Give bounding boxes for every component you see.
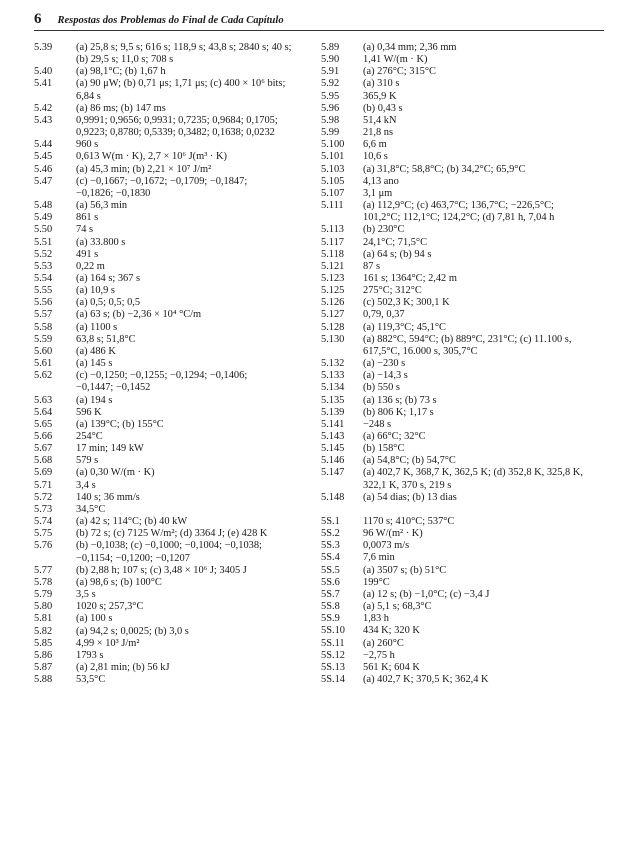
answer-entry [34,322,317,334]
problem-answer: 21,8 ns [363,127,394,139]
problem-answer: (a) 136 s; (b) 73 s [363,394,437,406]
problem-answer: 17 min; 149 kW [76,443,144,455]
problem-number: 5.86 [34,649,53,661]
page-title: Respostas dos Problemas do Final de Cada Capítulo [57,15,284,26]
problem-number: 5.43 [34,114,53,126]
problem-number: 5.74 [34,516,53,528]
problem-number: 5.135 [321,394,345,406]
problem-answer: 140 s; 36 mm/s [76,491,140,503]
problem-number: 5.126 [321,297,345,309]
answer-entry [34,407,317,419]
answer-entry [34,237,317,249]
problem-answer: (a) 0,5; 0,5; 0,5 [76,297,141,309]
problem-answer: 10,6 s [363,151,388,163]
problem-number: 5S.2 [321,528,340,540]
problem-answer: (b) 158°C [363,443,405,455]
answer-entry [321,650,604,662]
answer-entry [34,528,317,540]
answer-entry [34,589,317,601]
answer-entry [321,285,604,297]
problem-number: 5.65 [34,418,53,430]
problem-number: 5.48 [34,200,53,212]
problem-answer: (a) 112,9°C; (c) 463,7°C; 136,7°C; −226,5°C; 101,2°C; 112,1°C; 124,2°C; (d) 7,81 h, 7,04 h [363,200,555,224]
problem-answer: 0,0073 m/s [363,540,410,552]
problem-answer: (a) 98,6 s; (b) 100°C [76,576,162,588]
problem-number: 5.82 [34,625,53,637]
answer-entry [321,103,604,115]
problem-number: 5.52 [34,248,53,260]
problem-answer: (a) 10,9 s [76,285,115,297]
answer-entry [321,188,604,200]
problem-answer: (a) 276°C; 315°C [363,66,436,78]
problem-number: 5.78 [34,576,53,588]
problem-answer: (b) 550 s [363,382,400,394]
problem-answer: 861 s [76,212,99,224]
answer-entry [34,78,317,102]
answer-entry [321,528,604,540]
problem-number: 5.50 [34,224,53,236]
problem-number: 5.99 [321,127,340,139]
answer-entry [34,650,317,662]
problem-number: 5.73 [34,503,53,515]
problem-number: 5S.5 [321,564,340,576]
problem-answer: (a) 145 s [76,358,113,370]
problem-number: 5.141 [321,418,345,430]
problem-number: 5.90 [321,54,340,66]
problem-answer: 1020 s; 257,3°C [76,601,144,613]
problem-answer: (a) 164 s; 367 s [76,272,141,284]
answer-entry [34,370,317,394]
problem-number: 5.55 [34,285,53,297]
problem-number: 5.96 [321,102,340,114]
problem-answer: (a) 45,3 min; (b) 2,21 × 10⁷ J/m² [76,163,212,175]
problem-number: 5S.14 [321,673,345,685]
problem-answer: 51,4 kN [363,114,397,126]
problem-answer: −2,75 h [363,649,395,661]
problem-number: 5.81 [34,613,53,625]
problem-answer: (b) 72 s; (c) 7125 W/m²; (d) 3364 J; (e) 428 K [76,528,268,540]
problem-number: 5.58 [34,321,53,333]
answer-entry [34,431,317,443]
problem-number: 5.45 [34,151,53,163]
answer-entry [321,309,604,321]
answers-column-right [321,42,604,686]
answer-entry [34,638,317,650]
problem-number: 5.44 [34,139,53,151]
answer-entry [321,552,604,564]
problem-answer: 561 K; 604 K [363,661,420,673]
problem-number: 5.146 [321,455,345,467]
problem-number: 5S.9 [321,613,340,625]
problem-number: 5S.12 [321,649,345,661]
answer-entry [321,334,604,358]
problem-answer: (a) 56,3 min [76,200,128,212]
problem-answer: 0,613 W(m · K), 2,7 × 10⁶ J(m³ · K) [76,151,227,163]
problem-answer: 199°C [363,576,390,588]
answer-entry [321,370,604,382]
page-header [34,10,284,28]
answer-entry [34,151,317,163]
problem-number: 5S.11 [321,637,345,649]
problem-number: 5.46 [34,163,53,175]
problem-number: 5.147 [321,467,345,479]
problem-answer: (a) 260°C [363,637,404,649]
problem-number: 5.76 [34,540,53,552]
problem-answer: (a) 86 ms; (b) 147 ms [76,102,166,114]
answer-entry [321,455,604,467]
answer-entry [34,139,317,151]
answer-entry [34,309,317,321]
problem-answer: 4,99 × 10³ J/m² [76,637,140,649]
answers-column-left [34,42,317,686]
problem-answer: (c) 502,3 K; 300,1 K [363,297,450,309]
answer-entry [321,382,604,394]
answer-entry [321,115,604,127]
problem-answer: (a) 42 s; 114°C; (b) 40 kW [76,516,188,528]
problem-number: 5.71 [34,479,53,491]
answer-entry [321,322,604,334]
problem-answer: 63,8 s; 51,8°C [76,333,136,345]
answer-entry [34,419,317,431]
answer-entry [34,601,317,613]
problem-answer: (b) −0,1038; (c) −0,1000; −0,1004; −0,1038; −0,1154; −0,1200; −0,1207 [76,540,262,564]
problem-number: 5.88 [34,674,53,686]
problem-number: 5.64 [34,406,53,418]
answer-entry [321,127,604,139]
answer-entry [34,297,317,309]
problem-number: 5.57 [34,309,53,321]
problem-answer: (c) −0,1250; −0,1255; −0,1294; −0,1406; −0,1447; −0,1452 [76,370,248,394]
answer-entry [321,601,604,613]
answer-entry [321,237,604,249]
answer-entry [34,626,317,638]
problem-number: 5.75 [34,528,53,540]
problem-number: 5.128 [321,321,345,333]
answer-entry [34,540,317,564]
problem-answer: 960 s [76,139,99,151]
answer-entry [34,103,317,115]
problem-answer: (a) −14,3 s [363,370,408,382]
answer-entry [321,164,604,176]
answer-entry [321,662,604,674]
problem-number: 5.80 [34,601,53,613]
problem-answer: 0,9991; 0,9656; 0,9931; 0,7235; 0,9684; 0,1705; 0,9223; 0,8780; 0,5339; 0,3482; 0,1638; 0,0232 [76,114,278,139]
answer-entry [34,273,317,285]
answer-entry [321,139,604,151]
problem-number: 5S.8 [321,601,340,613]
problem-answer: (a) 402,7 K; 370,5 K; 362,4 K [363,673,489,685]
problem-number: 5.54 [34,272,53,284]
problem-answer: 579 s [76,455,99,467]
answer-entry [34,200,317,212]
problem-answer: (a) 66°C; 32°C [363,431,426,442]
answer-entry [321,540,604,552]
problem-number: 5.61 [34,358,53,370]
answer-entry [321,638,604,650]
answer-entry [34,212,317,224]
problem-answer: (c) −0,1667; −0,1672; −0,1709; −0,1847; −0,1826; −0,1830 [76,175,248,199]
answer-entry [34,662,317,674]
answer-entry [321,431,604,443]
problem-number: 5.111 [321,200,344,212]
problem-answer: 3,4 s [76,479,96,491]
problem-number: 5.87 [34,661,53,673]
problem-answer: 34,5°C [76,503,106,515]
answer-entry [321,224,604,236]
answer-entry [321,42,604,54]
problem-number: 5.59 [34,333,53,345]
answer-entry [321,395,604,407]
problem-answer: (b) 2,88 h; 107 s; (c) 3,48 × 10⁶ J; 3405 J [76,564,247,576]
problem-answer: (a) 54 dias; (b) 13 dias [363,491,457,503]
problem-number: 5.49 [34,212,53,224]
problem-answer: 1,41 W/(m · K) [363,54,428,66]
answer-entry [34,577,317,589]
answer-entry [34,66,317,78]
problem-answer: 365,9 K [363,90,397,102]
problem-answer: 3,5 s [76,589,96,601]
answer-entry [321,492,604,504]
problem-answer: 596 K [76,406,102,418]
answer-entry [321,419,604,431]
problem-number: 5.133 [321,370,345,382]
problem-number: 5.39 [34,42,53,53]
problem-answer: 7,6 min [363,552,395,564]
answer-entry [321,625,604,637]
problem-answer: 161 s; 1364°C; 2,42 m [363,272,457,284]
problem-number: 5.148 [321,491,345,503]
problem-number: 5.123 [321,272,345,284]
problem-number: 5.77 [34,564,53,576]
problem-answer: (a) 2,81 min; (b) 56 kJ [76,661,170,673]
problem-number: 5.98 [321,114,340,126]
problem-answer: 96 W/(m² · K) [363,528,423,540]
problem-answer: (a) 0,30 W/(m · K) [76,467,155,479]
answer-entry [321,200,604,224]
problem-answer: (b) 0,43 s [363,102,403,114]
problem-number: 5.85 [34,637,53,649]
problem-answer: (a) 310 s [363,78,400,90]
problem-number: 5.72 [34,491,53,503]
problem-number: 5.66 [34,431,53,442]
problem-number: 5.132 [321,358,345,370]
answer-entry [321,261,604,273]
problem-answer: 4,13 ano [363,175,399,187]
problem-answer: (a) 64 s; (b) 94 s [363,248,432,260]
problem-number: 5.145 [321,443,345,455]
problem-answer: (a) 1100 s [76,321,118,333]
problem-number: 5.105 [321,175,345,187]
answer-entry [34,443,317,455]
problem-number: 5.62 [34,370,53,382]
answer-entry [34,467,317,479]
problem-number: 5.130 [321,333,345,345]
problem-answer: 3,1 μm [363,187,393,199]
answer-entry [34,164,317,176]
answer-entry [34,565,317,577]
problem-answer: (a) 0,34 mm; 2,36 mm [363,42,457,53]
answer-entry [34,504,317,516]
answer-entry [34,115,317,139]
page-number: 6 [34,11,42,27]
problem-number: 5.69 [34,467,53,479]
problem-answer: (a) 882°C, 594°C; (b) 889°C, 231°C; (c) 11.100 s, 617,5°C, 16.000 s, 305,7°C [363,333,572,357]
problem-answer: 1,83 h [363,613,389,625]
problem-answer: (a) 119,3°C; 45,1°C [363,321,446,333]
problem-answer: 254°C [76,431,103,442]
problem-answer: (a) 94,2 s; 0,0025; (b) 3,0 s [76,625,189,637]
problem-number: 5.107 [321,187,345,199]
problem-number: 5.63 [34,394,53,406]
answer-entry [34,346,317,358]
answer-entry [321,273,604,285]
problem-number: 5.40 [34,66,53,78]
problem-number: 5S.7 [321,588,340,600]
problem-answer: (a) 63 s; (b) −2,36 × 10⁴ °C/m [76,309,202,321]
problem-answer: 74 s [76,224,94,236]
problem-number: 5.125 [321,285,345,297]
problem-answer: 0,79, 0,37 [363,309,405,321]
problem-answer: (b) 806 K; 1,17 s [363,406,434,418]
problem-number: 5.41 [34,78,53,90]
problem-answer: (a) 98,1°C; (b) 1,67 h [76,66,166,78]
problem-answer: (a) 31,8°C; 58,8°C; (b) 34,2°C; 65,9°C [363,163,526,175]
answer-entry [34,395,317,407]
answer-entry [321,78,604,90]
header-rule [34,30,604,31]
problem-number: 5.68 [34,455,53,467]
answer-entry [34,249,317,261]
problem-answer: (a) 5,1 s; 68,3°C [363,601,432,613]
problem-number: 5.143 [321,431,345,442]
answer-entry [34,224,317,236]
problem-number: 5.95 [321,90,340,102]
problem-number: 5.79 [34,589,53,601]
problem-number: 5.103 [321,163,345,175]
problem-answer: 275°C; 312°C [363,285,422,297]
problem-answer: 6,6 m [363,139,387,151]
problem-answer: −248 s [363,418,392,430]
problem-answer: (a) 54,8°C; (b) 54,7°C [363,455,456,467]
answer-entry [321,66,604,78]
problem-number: 5.113 [321,224,344,236]
problem-number: 5.67 [34,443,53,455]
answer-entry [321,516,604,528]
problem-number: 5.117 [321,236,344,248]
problem-answer: (a) 12 s; (b) −1,0°C; (c) −3,4 J [363,588,490,600]
answer-entry [34,516,317,528]
problem-answer: (a) 139°C; (b) 155°C [76,418,164,430]
answer-entry [34,176,317,200]
problem-answer: (a) 3507 s; (b) 51°C [363,564,447,576]
problem-answer: (a) 90 μW; (b) 0,71 μs; 1,71 μs; (c) 400 × 10⁶ bits; 6,84 s [76,78,286,102]
problem-number: 5.47 [34,175,53,187]
answer-entry [321,565,604,577]
problem-number: 5S.4 [321,552,340,564]
problem-number: 5.91 [321,66,340,78]
problem-answer: 1793 s [76,649,104,661]
problem-answer: (a) 194 s [76,394,113,406]
answer-entry [34,358,317,370]
problem-number: 5S.3 [321,540,340,552]
problem-answer: 1170 s; 410°C; 537°C [363,515,455,527]
answer-entry [34,480,317,492]
answer-entry [321,467,604,491]
answer-entry [321,407,604,419]
problem-answer: (a) 25,8 s; 9,5 s; 616 s; 118,9 s; 43,8 s; 2840 s; 40 s; (b) 29,5 s; 11,0 s; 708 s [76,42,292,66]
answer-entry [321,249,604,261]
problem-number: 5.60 [34,345,53,357]
problem-number: 5.100 [321,139,345,151]
problem-number: 5.118 [321,248,344,260]
answer-entry [34,455,317,467]
problem-number: 5.121 [321,260,345,272]
problem-number: 5S.10 [321,625,345,637]
answer-entry [321,176,604,188]
answer-entry [321,297,604,309]
problem-answer: 491 s [76,248,99,260]
problem-answer: 87 s [363,260,381,272]
answer-entry [321,577,604,589]
answer-entry [34,492,317,504]
answer-entry [34,334,317,346]
problem-answer: 434 K; 320 K [363,625,420,637]
problem-number: 5.42 [34,102,53,114]
problem-answer: (b) 230°C [363,224,405,236]
problem-number: 5.127 [321,309,345,321]
problem-answer: 53,5°C [76,674,106,686]
problem-number: 5S.6 [321,576,340,588]
problem-answer: (a) −230 s [363,358,406,370]
problem-answer: (a) 402,7 K, 368,7 K, 362,5 K; (d) 352,8 K, 325,8 K, 322,1 K, 370 s, 219 s [363,467,583,491]
answer-entry [34,285,317,297]
answer-entry [34,42,317,66]
answer-entry [34,674,317,686]
problem-number: 5S.1 [321,515,340,527]
answer-entry [321,589,604,601]
problem-answer: (a) 33.800 s [76,236,126,248]
problem-number: 5.139 [321,406,345,418]
problem-number: 5S.13 [321,661,345,673]
answer-entry [321,613,604,625]
answer-entry [321,674,604,686]
problem-number: 5.134 [321,382,345,394]
problem-number: 5.89 [321,42,340,53]
problem-answer: (a) 486 K [76,345,116,357]
answer-entry [321,91,604,103]
problem-answer: 0,22 m [76,260,105,272]
answer-entry [34,261,317,273]
answer-entry [321,151,604,163]
problem-answer: 24,1°C; 71,5°C [363,236,428,248]
problem-answer: (a) 100 s [76,613,113,625]
problem-number: 5.56 [34,297,53,309]
answer-entry [34,613,317,625]
answer-entry [321,54,604,66]
problem-number: 5.101 [321,151,345,163]
problem-number: 5.53 [34,260,53,272]
problem-number: 5.92 [321,78,340,90]
section-spacer [321,504,604,516]
answer-entry [321,443,604,455]
problem-number: 5.51 [34,236,53,248]
answer-entry [321,358,604,370]
